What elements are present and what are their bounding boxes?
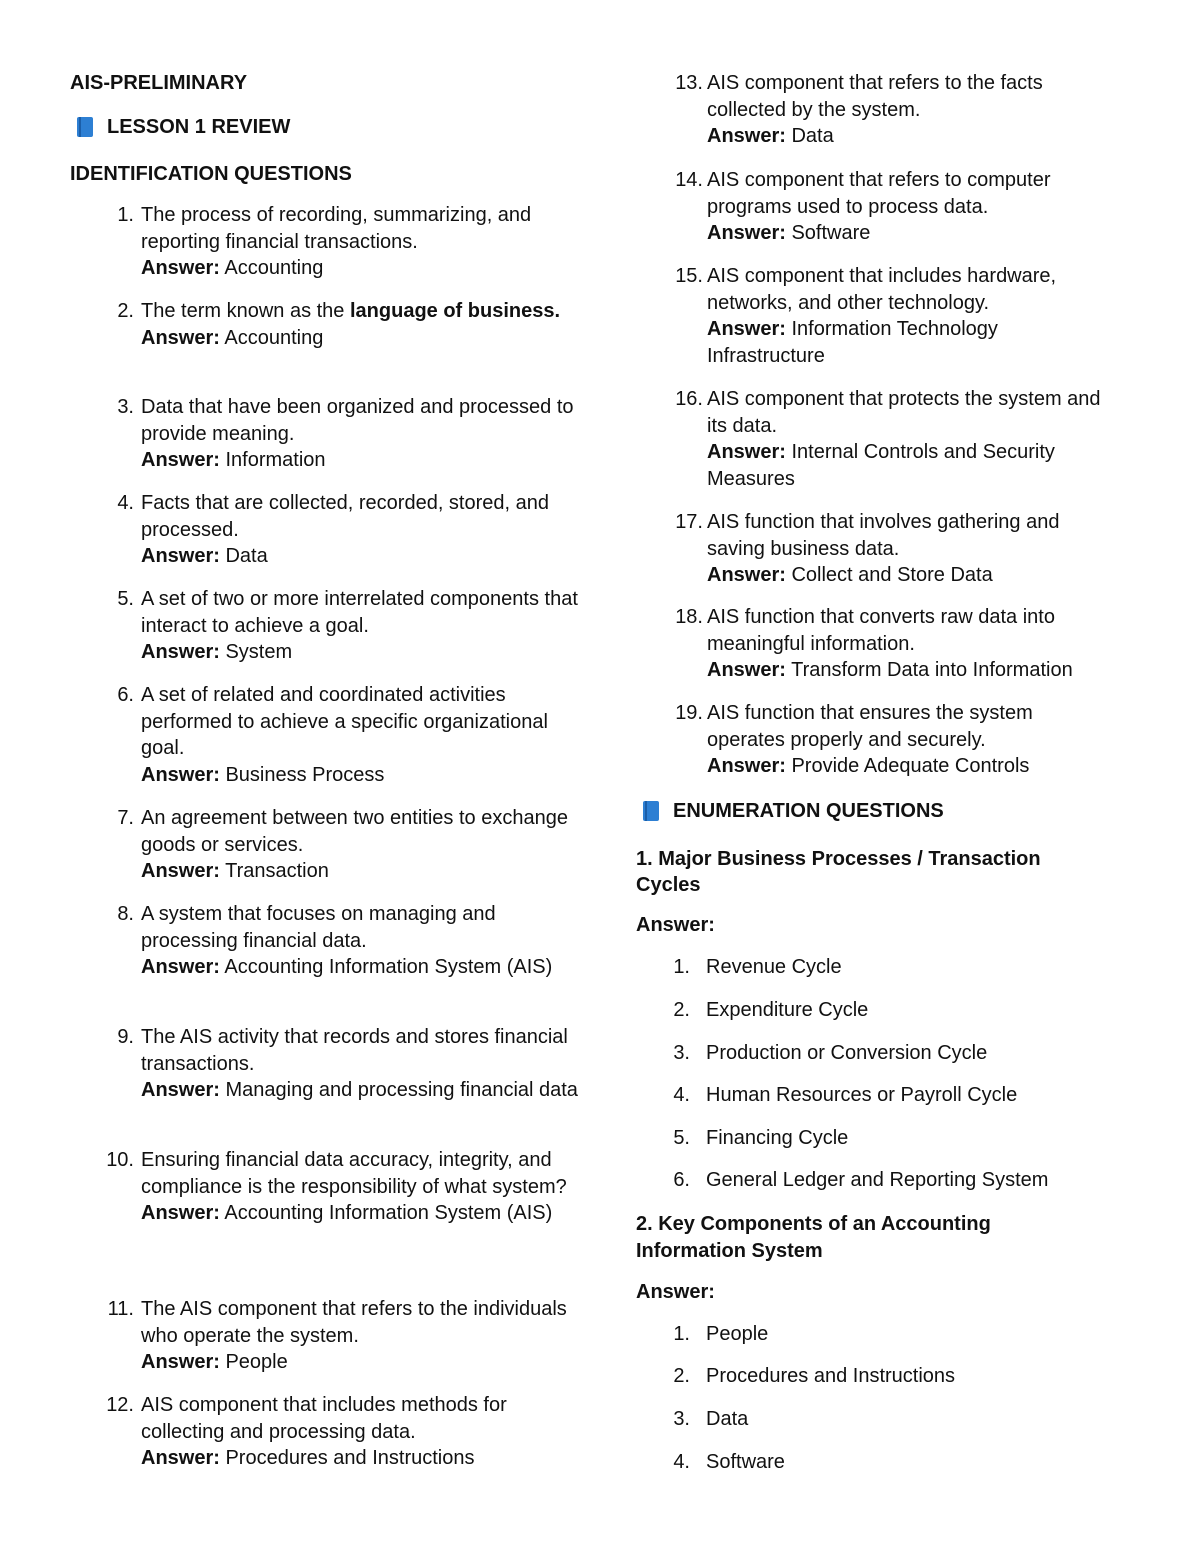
- enum2-title: 2. Key Components of an Accounting Information System: [636, 1213, 991, 1262]
- question-text: AIS component that includes methods for collecting and processing data.: [141, 1394, 507, 1443]
- question-text: Facts that are collected, recorded, stored, and processed.: [141, 492, 549, 541]
- list-number: 1.: [673, 956, 690, 978]
- question-text: AIS component that protects the system and its data.: [707, 388, 1101, 437]
- list-item: [636, 1321, 1116, 1348]
- question-number: 4.: [117, 492, 134, 514]
- answer-label: Answer:: [141, 956, 220, 978]
- question-item: [636, 509, 1116, 589]
- question-number: 1.: [117, 204, 134, 226]
- question-text: AIS function that involves gathering and saving business data.: [707, 511, 1060, 560]
- list-number: 6.: [673, 1169, 690, 1191]
- question-text: An agreement between two entities to exchange goods or services.: [141, 807, 568, 856]
- answer-text: Data: [225, 545, 268, 567]
- enum1-answer-label: Answer:: [636, 914, 715, 936]
- question-number: 8.: [117, 903, 134, 925]
- answer-text: Information Technology Infrastructure: [707, 318, 998, 367]
- question-number: 17.: [675, 511, 703, 533]
- lesson-heading-text: LESSON 1 REVIEW: [107, 116, 291, 138]
- answer-text: People: [225, 1351, 288, 1373]
- answer-text: Internal Controls and Security Measures: [707, 441, 1055, 490]
- answer-label: Answer:: [707, 318, 786, 340]
- list-text: Expenditure Cycle: [706, 999, 869, 1021]
- answer-text: Transform Data into Information: [791, 659, 1073, 681]
- question-item: [70, 490, 580, 570]
- question-number: 9.: [117, 1026, 134, 1048]
- list-item: [636, 1406, 1116, 1433]
- answer-text: Accounting: [224, 326, 324, 349]
- list-text: Financing Cycle: [706, 1127, 849, 1149]
- list-item: [636, 954, 1116, 981]
- question-item: [70, 901, 580, 981]
- answer-text: Collect and Store Data: [791, 564, 993, 586]
- question-item: [636, 70, 1116, 150]
- list-text: General Ledger and Reporting System: [706, 1169, 1049, 1191]
- question-text: AIS component that refers to the facts collected by the system.: [707, 72, 1043, 121]
- list-item: [636, 1167, 1116, 1194]
- answer-label: Answer:: [707, 755, 786, 777]
- question-item: [70, 1147, 580, 1227]
- answer-label: Answer:: [141, 326, 220, 349]
- enumeration-heading: [641, 800, 944, 822]
- list-text: Revenue Cycle: [706, 956, 842, 978]
- question-item: [70, 298, 580, 351]
- answer-label: Answer:: [141, 545, 220, 567]
- list-text: Procedures and Instructions: [706, 1365, 956, 1387]
- list-text: Data: [706, 1408, 749, 1430]
- answer-text: Provide Adequate Controls: [791, 755, 1030, 777]
- question-item: [636, 167, 1116, 247]
- lesson-heading: [75, 116, 290, 138]
- question-text: Ensuring financial data accuracy, integrity, and compliance is the responsibility of what system?: [141, 1149, 567, 1198]
- question-text: A system that focuses on managing and processing financial data.: [141, 903, 496, 952]
- list-text: Human Resources or Payroll Cycle: [706, 1084, 1018, 1106]
- question-number: 3.: [117, 396, 134, 418]
- answer-label: Answer:: [707, 564, 786, 586]
- answer-text: Information: [225, 449, 326, 471]
- list-item: [636, 997, 1116, 1024]
- enum2-answer-label: Answer:: [636, 1281, 715, 1303]
- question-text: The process of recording, summarizing, and reporting financial transactions.: [141, 204, 532, 253]
- answer-text: Procedures and Instructions: [225, 1447, 475, 1469]
- answer-label: Answer:: [141, 1079, 220, 1101]
- list-number: 4.: [673, 1084, 690, 1106]
- question-number: 2.: [117, 300, 134, 322]
- list-number: 1.: [673, 1323, 690, 1345]
- question-number: 13.: [675, 72, 703, 94]
- answer-label: Answer:: [141, 763, 220, 786]
- answer-text: Data: [791, 125, 834, 147]
- question-item: [70, 1024, 580, 1104]
- answer-text: Software: [791, 222, 871, 244]
- document-title: AIS-PRELIMINARY: [70, 72, 248, 94]
- question-text: A set of two or more interrelated components that interact to achieve a goal.: [141, 588, 578, 637]
- question-item: [70, 586, 580, 666]
- list-item: [636, 1449, 1116, 1476]
- question-text: AIS component that includes hardware, networks, and other technology.: [707, 265, 1057, 314]
- question-item: [70, 1392, 580, 1472]
- question-item: [636, 386, 1116, 492]
- question-number: 10.: [106, 1149, 134, 1171]
- answer-label: Answer:: [141, 1351, 220, 1373]
- question-item: [70, 805, 580, 885]
- question-number: 18.: [675, 606, 703, 628]
- answer-label: Answer:: [707, 659, 786, 681]
- answer-label: Answer:: [141, 257, 220, 279]
- answer-text: Managing and processing financial data: [225, 1079, 578, 1101]
- question-number: 12.: [106, 1394, 134, 1416]
- answer-label: Answer:: [141, 449, 220, 471]
- answer-label: Answer:: [141, 641, 220, 663]
- question-number: 7.: [117, 807, 134, 829]
- answer-text: Transaction: [225, 860, 329, 882]
- answer-text: System: [225, 641, 293, 663]
- question-text: The term known as the: [141, 300, 350, 322]
- answer-text: Accounting Information System (AIS): [224, 1202, 553, 1224]
- question-item: [636, 604, 1116, 684]
- question-number: 14.: [675, 169, 703, 191]
- answer-text: Accounting Information System (AIS): [224, 956, 553, 978]
- question-item: [70, 1296, 580, 1376]
- answer-text: Business Process: [225, 763, 385, 786]
- answer-label: Answer:: [707, 125, 786, 147]
- question-text: AIS component that refers to computer programs used to process data.: [707, 169, 1051, 218]
- book-icon: [641, 800, 661, 822]
- answer-label: Answer:: [707, 441, 786, 463]
- question-item: [70, 394, 580, 474]
- question-number: 11.: [107, 1298, 134, 1320]
- list-number: 4.: [673, 1451, 690, 1473]
- question-text: AIS function that ensures the system operates properly and securely.: [707, 702, 1033, 751]
- question-item: [70, 682, 580, 788]
- question-text: Data that have been organized and processed to provide meaning.: [141, 396, 574, 445]
- answer-label: Answer:: [707, 222, 786, 244]
- list-number: 3.: [673, 1408, 690, 1430]
- book-icon: [75, 116, 95, 138]
- list-text: Production or Conversion Cycle: [706, 1042, 988, 1064]
- list-item: [636, 1040, 1116, 1067]
- enumeration-heading-text: ENUMERATION QUESTIONS: [673, 800, 944, 822]
- question-text: The AIS activity that records and stores financial transactions.: [141, 1026, 568, 1075]
- list-number: 3.: [673, 1042, 690, 1064]
- enum1-title: 1. Major Business Processes / Transaction Cycles: [636, 848, 1041, 896]
- answer-label: Answer:: [141, 1202, 220, 1224]
- question-text: A set of related and coordinated activities performed to achieve a specific organizational goal.: [141, 684, 548, 759]
- answer-label: Answer:: [141, 860, 220, 882]
- question-text: The AIS component that refers to the individuals who operate the system.: [141, 1298, 567, 1347]
- list-item: [636, 1082, 1116, 1109]
- question-number: 15.: [675, 265, 703, 287]
- question-item: [70, 202, 580, 282]
- question-text-bold: language of business.: [349, 300, 561, 322]
- list-number: 2.: [673, 1365, 690, 1387]
- list-text: Software: [706, 1451, 785, 1473]
- answer-label: Answer:: [141, 1447, 220, 1469]
- list-number: 5.: [673, 1127, 690, 1149]
- answer-text: Accounting: [224, 257, 324, 279]
- list-item: [636, 1125, 1116, 1152]
- question-number: 6.: [117, 684, 134, 706]
- question-text: AIS function that converts raw data into meaningful information.: [707, 606, 1055, 655]
- list-text: People: [706, 1323, 769, 1345]
- question-number: 16.: [675, 388, 703, 410]
- list-item: [636, 1363, 1116, 1390]
- question-number: 19.: [675, 702, 703, 724]
- question-item: [636, 700, 1116, 780]
- list-number: 2.: [673, 999, 690, 1021]
- question-number: 5.: [117, 588, 134, 610]
- question-item: [636, 263, 1116, 369]
- identification-heading: IDENTIFICATION QUESTIONS: [70, 163, 352, 185]
